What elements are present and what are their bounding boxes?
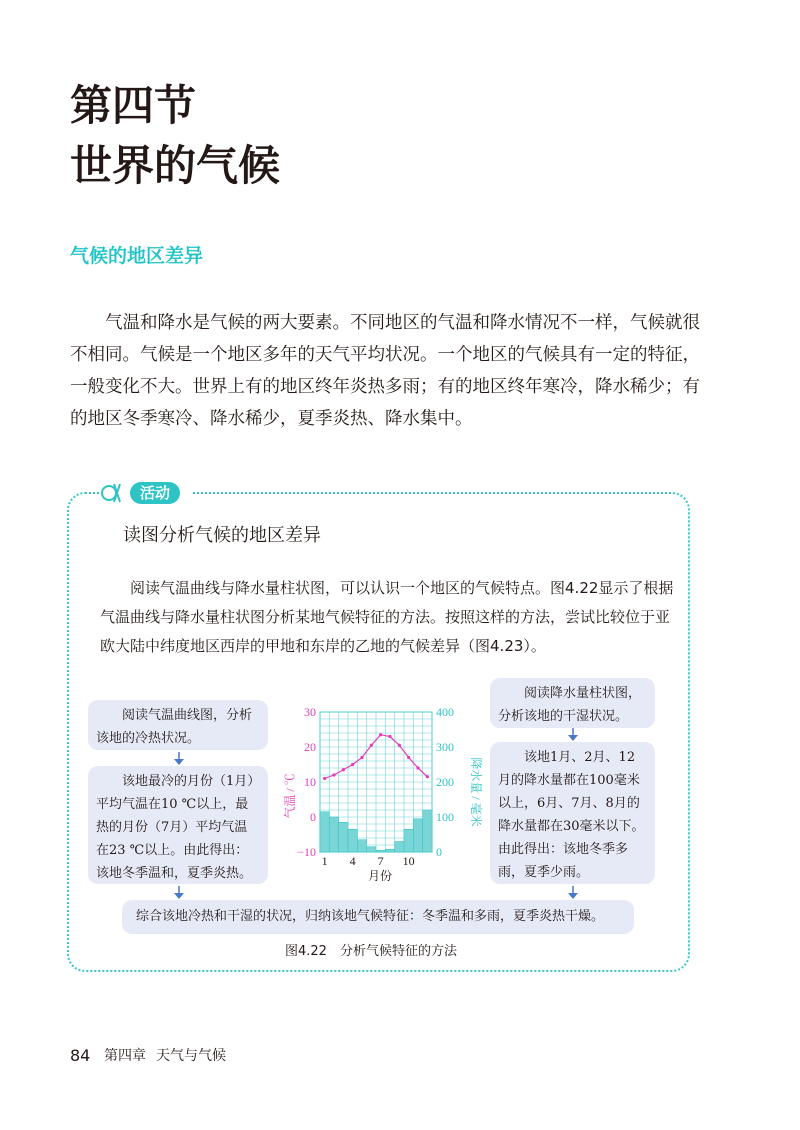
precipitation-bar [404,829,413,852]
arrow-down-icon [566,886,580,900]
chapter-title: 天气与气候 [156,1048,226,1064]
y-left-tick-label: 20 [304,740,316,754]
y-left-axis-label: 气温 / ℃ [283,773,297,819]
callout-temp-read-text: 阅读气温曲线图，分析该地的冷热状况。 [96,708,253,746]
activity-label: 活动 [130,482,180,504]
section-title: 世界的气候 [70,141,281,190]
activity-paragraph: 阅读气温曲线与降水量柱状图，可以认识一个地区的气候特点。图4.22显示了根据气温曲线与降水量柱状图分析某地气候特征的方法。按照这样的方法，尝试比较位于亚欧大陆中纬度地区西岸的甲地和东岸的乙地的气候差异（图4.23）。 [100,579,674,655]
y-left-tick-label: 0 [310,810,316,824]
precipitation-bar [395,842,404,853]
precipitation-bar [329,817,338,852]
chapter-number: 第四章 [104,1048,146,1064]
activity-icon [100,480,126,506]
precipitation-bar [339,822,348,852]
page-number: 84 [70,1046,91,1065]
temperature-point [426,775,429,778]
callout-prec-read [490,678,655,728]
temperature-point [342,768,345,771]
callout-temp-read [88,700,268,750]
callout-temp-analysis-text: 该地最冷的月份（1月）平均气温在10 ℃以上，最热的月份（7月）平均气温在23 ℃以上。由此得出：该地冬季温和，夏季炎热。 [96,774,254,881]
precipitation-bar [385,849,394,852]
y-right-tick-label: 100 [436,810,454,824]
temperature-point [379,733,382,736]
precipitation-bar [367,847,376,852]
x-tick-label: 4 [349,854,356,868]
callout-conclusion-text: 综合该地冷热和干湿的状况，归纳该地气候特征：冬季温和多雨，夏季炎热干燥。 [136,909,605,924]
precipitation-bar [423,810,432,852]
callout-prec-analysis [490,742,655,884]
y-right-tick-label: 400 [436,705,454,719]
callout-conclusion [122,900,634,934]
temperature-point [407,756,410,759]
arrow-down-icon [172,752,186,766]
arrow-down-icon [172,886,186,900]
temperature-point [351,763,354,766]
y-left-tick-label: 30 [304,705,316,719]
intro-paragraph: 气温和降水是气候的两大要素。不同地区的气温和降水情况不一样，气候就很不相同。气候是一个地区多年的天气平均状况。一个地区的气候具有一定的特征，一般变化不大。世界上有的地区终年炎热多雨；有的地区终年寒冷，降水稀少；有的地区冬季寒冷、降水稀少，夏季炎热、降水集中。 [70,313,700,429]
callout-temp-analysis [88,766,268,884]
x-tick-label: 7 [377,854,384,868]
intro-text [70,307,710,435]
precipitation-bar [376,850,385,852]
y-right-tick-label: 200 [436,775,454,789]
y-right-tick-label: 0 [436,845,442,859]
y-right-tick-label: 300 [436,740,454,754]
footer-chapter [104,1046,236,1066]
precipitation-bar [320,812,329,852]
y-left-tick-label: 10 [304,775,316,789]
temperature-point [360,756,363,759]
callout-prec-analysis-text: 该地1月、2月、12月的降水量都在100毫米以上，6月、7月、8月的降水量都在30毫米以下。由此得出：该地冬季多雨，夏季少雨。 [498,750,645,880]
activity-title: 读图分析气候的地区差异 [123,525,321,546]
temperature-point [332,773,335,776]
temperature-point [370,744,373,747]
x-axis-label: 月份 [367,869,393,883]
precipitation-bar [348,829,357,852]
activity-badge [100,478,192,508]
x-tick-label: 10 [402,854,415,868]
y-left-tick-label: −10 [297,845,316,859]
activity-body [100,574,678,661]
temperature-point [388,735,391,738]
precipitation-bar [357,840,366,852]
x-tick-label: 1 [321,854,328,868]
callout-prec-read-text: 阅读降水量柱状图，分析该地的干湿状况。 [498,686,642,724]
climate-chart [276,700,490,884]
y-right-axis-label: 降水量 / 毫米 [469,757,483,827]
temperature-point [323,777,326,780]
arrow-down-icon [566,728,580,742]
temperature-point [398,744,401,747]
subheading: 气候的地区差异 [70,245,204,267]
precipitation-bar [413,819,422,852]
temperature-point [416,766,419,769]
figure-caption: 图4.22 分析气候特征的方法 [285,944,457,959]
section-number: 第四节 [70,81,197,130]
